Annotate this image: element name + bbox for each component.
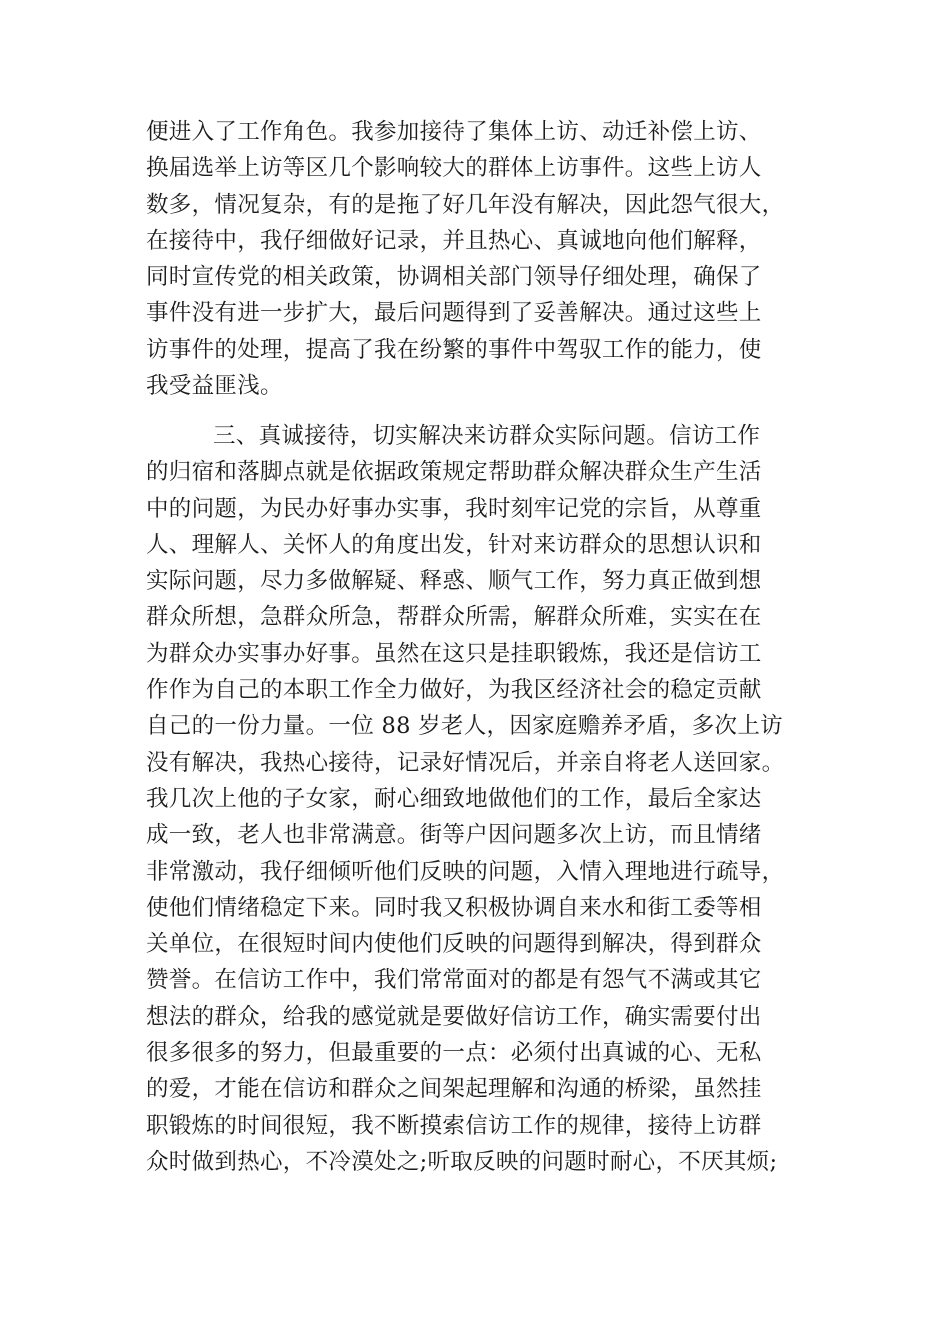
paragraph-2-line: 成一致，老人也非常满意。街等户因问题多次上访，而且情绪 [146, 822, 762, 849]
paragraph-1-line: 便进入了工作角色。我参加接待了集体上访、动迁补偿上访、 [146, 119, 762, 145]
paragraph-2-line: 自己的一份力量。一位 88 岁老人，因家庭赡养矛盾，多次上访 [146, 713, 783, 740]
paragraph-2-line: 中的问题，为民办好事办实事，我时刻牢记党的宗旨，从尊重 [146, 495, 762, 522]
paragraph-1-line: 换届选举上访等区几个影响较大的群体上访事件。这些上访人 [146, 155, 762, 182]
paragraph-2-line: 群众所想，急群众所急，帮群众所需，解群众所难，实实在在 [146, 604, 762, 631]
paragraph-2-line: 人、理解人、关怀人的角度出发，针对来访群众的思想认识和 [146, 531, 762, 558]
paragraph-2-line: 众时做到热心，不冷漠处之;听取反映的问题时耐心，不厌其烦; [146, 1148, 778, 1175]
paragraph-2-line: 赞誉。在信访工作中，我们常常面对的都是有怨气不满或其它 [146, 967, 762, 994]
paragraph-2 [146, 418, 826, 1180]
paragraph-2-line: 的爱，才能在信访和群众之间架起理解和沟通的桥梁，虽然挂 [146, 1076, 762, 1103]
paragraph-1-line: 访事件的处理，提高了我在纷繁的事件中驾驭工作的能力，使 [146, 336, 762, 363]
paragraph-1-line: 数多，情况复杂，有的是拖了好几年没有解决，因此怨气很大， [146, 191, 785, 218]
paragraph-1-line: 同时宣传党的相关政策，协调相关部门领导仔细处理，确保了 [146, 264, 762, 291]
paragraph-2-line: 作作为自己的本职工作全力做好，为我区经济社会的稳定贡献 [146, 677, 762, 704]
paragraph-2-line: 职锻炼的时间很短，我不断摸索信访工作的规律，接待上访群 [146, 1112, 762, 1139]
paragraph-1 [146, 114, 826, 404]
paragraph-1-line: 我受益匪浅。 [146, 373, 283, 400]
paragraph-2-line: 使他们情绪稳定下来。同时我又积极协调自来水和街工委等相 [146, 894, 762, 921]
paragraph-1-line: 事件没有进一步扩大，最后问题得到了妥善解决。通过这些上 [146, 300, 762, 327]
paragraph-2-line: 没有解决，我热心接待，记录好情况后，并亲自将老人送回家。 [146, 749, 785, 776]
paragraph-2-line: 为群众办实事办好事。虽然在这只是挂职锻炼，我还是信访工 [146, 640, 762, 667]
paragraph-2-line: 想法的群众，给我的感觉就是要做好信访工作，确实需要付出 [146, 1003, 762, 1030]
paragraph-2-line: 我几次上他的子女家，耐心细致地做他们的工作，最后全家达 [146, 785, 762, 812]
paragraph-2-line: 很多很多的努力，但最重要的一点：必须付出真诚的心、无私 [146, 1040, 762, 1067]
paragraph-2-line: 的归宿和落脚点就是依据政策规定帮助群众解决群众生产生活 [146, 459, 762, 486]
paragraph-2-line: 实际问题，尽力多做解疑、释惑、顺气工作，努力真正做到想 [146, 568, 762, 595]
paragraph-2-heading-line: 三、真诚接待，切实解决来访群众实际问题。信访工作 [213, 423, 761, 449]
paragraph-2-line: 非常激动，我仔细倾听他们反映的问题，入情入理地进行疏导， [146, 858, 785, 885]
paragraph-1-line: 在接待中，我仔细做好记录，并且热心、真诚地向他们解释， [146, 227, 762, 254]
paragraph-2-line: 关单位，在很短时间内使他们反映的问题得到解决，得到群众 [146, 931, 762, 958]
